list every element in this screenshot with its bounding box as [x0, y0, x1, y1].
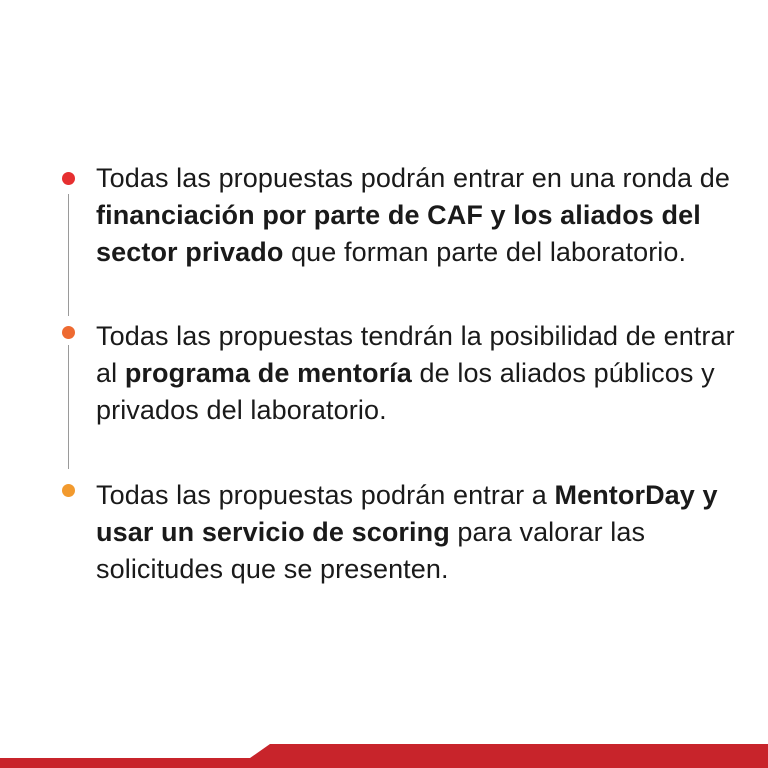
list-item: [96, 477, 736, 588]
footer-band: [0, 744, 768, 768]
bullet-dot-icon: [62, 326, 75, 339]
list-item: [96, 160, 736, 271]
item-text: para valorar las solicitudes que se presenten.: [96, 517, 646, 584]
bullet-dot-icon: [62, 172, 75, 185]
item-text: Todas las propuestas podrán entrar en una ronda de: [96, 163, 730, 193]
bullet-dot-icon: [62, 484, 75, 497]
item-highlight: financiación por parte de CAF y los aliados del sector privado: [96, 200, 701, 267]
timeline-connector: [68, 194, 69, 316]
footer-band-shape: [0, 744, 768, 768]
item-text: Todas las propuestas podrán entrar a: [96, 480, 555, 510]
timeline-connector: [68, 345, 69, 469]
item-highlight: programa de mentoría: [124, 358, 412, 388]
item-text: de los aliados públicos y privados del laboratorio.: [96, 358, 715, 425]
item-text: que forman parte del laboratorio.: [283, 237, 687, 267]
list-item: [96, 318, 736, 429]
item-highlight: MentorDay y usar un servicio de scoring: [96, 480, 718, 547]
item-text: Todas las propuestas tendrán la posibilidad de entrar al: [96, 321, 735, 388]
